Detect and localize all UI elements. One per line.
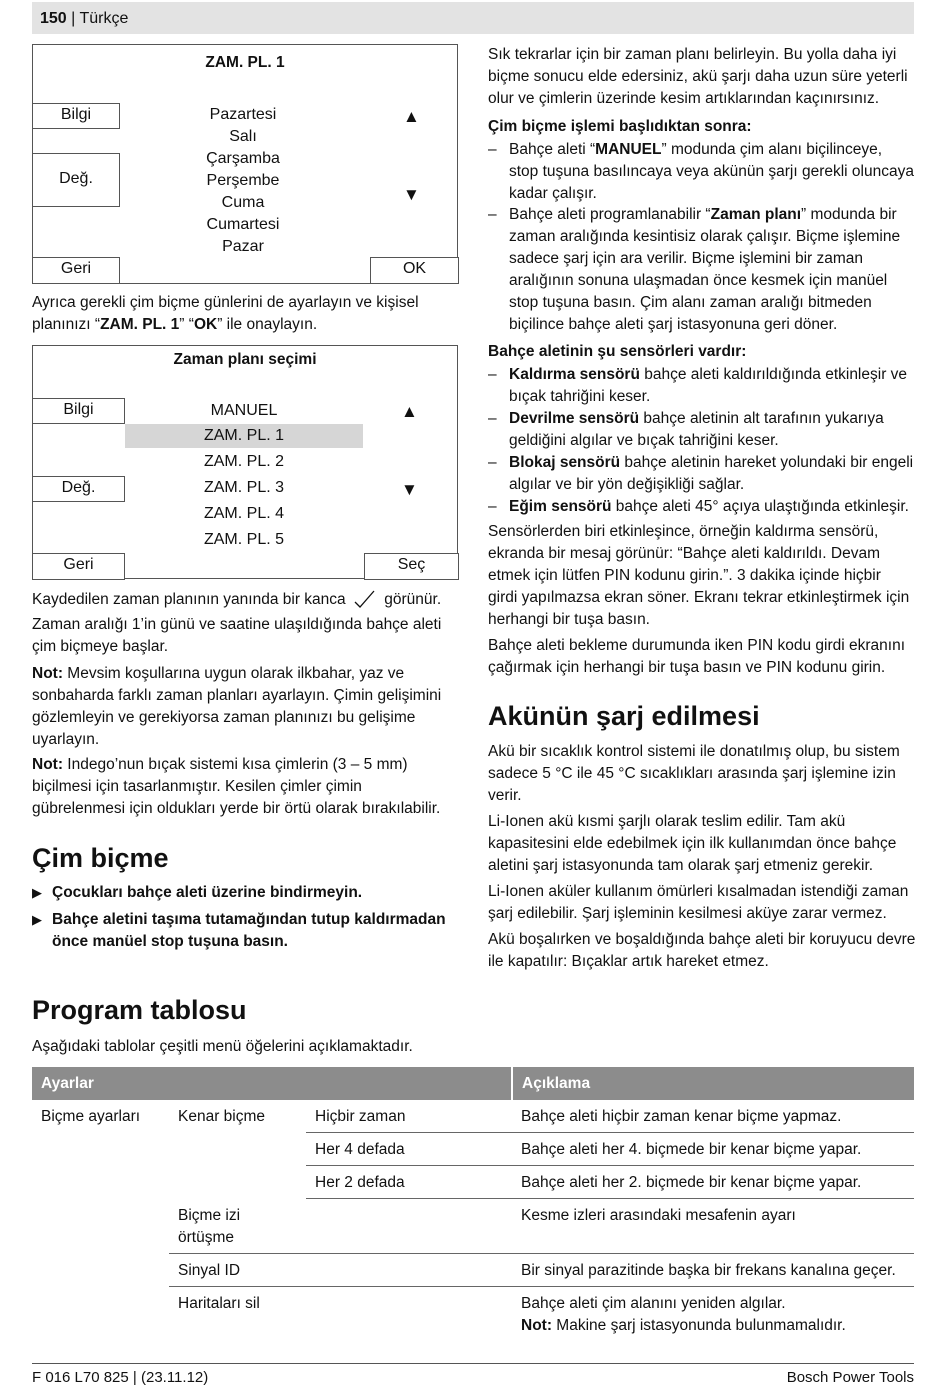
confirm-plan-paragraph: Ayrıca gerekli çim biçme günlerini de ayarlayın ve kişisel planınızı “ZAM. PL. 1” “OK” ile onaylayın. [32, 294, 419, 333]
section-heading-program-table: Program tablosu [32, 995, 247, 1025]
page-header: 150 | Türkçe [40, 10, 129, 27]
arrow-up-icon[interactable]: ▲ [401, 402, 418, 421]
range-paragraph: Zaman aralığı 1’in günü ve saatine ulaşıldığında bahçe aleti çim biçmeye başlar. [32, 616, 442, 655]
arrow-down-icon[interactable]: ▼ [403, 185, 420, 204]
after-start-heading: Çim biçme işlemi başlıdıktan sonra: [488, 118, 752, 135]
day-item: Perşembe [206, 172, 280, 189]
day-item: Cuma [221, 194, 265, 211]
day-item: Çarşamba [206, 150, 280, 167]
screen-title: ZAM. PL. 1 [205, 54, 285, 71]
display-screen-schedule-1 [32, 44, 458, 284]
footer-divider [32, 1363, 914, 1364]
column-header-settings: Ayarlar [32, 1067, 512, 1100]
checkmark-icon [352, 589, 378, 609]
bullet-triangle-icon: ▶ [32, 885, 42, 900]
language-label: Türkçe [79, 10, 129, 27]
plan-option[interactable]: ZAM. PL. 2 [203, 453, 285, 470]
charge-temperature-paragraph: Akü bir sıcaklık kontrol sistemi ile donatılmış olup, bu sistem sadece 5 °C ile 45 °C sıcaklıkları arasında şarj işlemine izin verir. [488, 743, 900, 804]
footer-document-id: F 016 L70 825 | (23.11.12) [32, 1369, 209, 1386]
table-row: Her 4 defada Bahçe aleti her 4. biçmede bir kenar biçme yapar. [32, 1133, 914, 1166]
plan-option[interactable]: MANUEL [210, 402, 278, 419]
charge-anytime-paragraph: Li-Ionen aküler kullanım ömürleri kısalmadan istendiği zaman şarj edilebilir. Şarj işleminin kesilmesi aküye zarar vermez. [488, 883, 909, 922]
display-screen-plan-selection [32, 345, 458, 579]
table-row: Biçme izi örtüşme Kesme izleri arasındaki mesafenin ayarı [32, 1199, 914, 1254]
warning-bullet: ▶ Çocukları bahçe aleti üzerine bindirmeyin. [32, 882, 472, 904]
day-item: Pazar [222, 238, 264, 255]
plan-option[interactable]: ZAM. PL. 5 [203, 531, 285, 548]
screen-title: Zaman planı seçimi [173, 351, 317, 368]
section-heading-charging: Akünün şarj edilmesi [488, 701, 760, 731]
program-table-intro: Aşağıdaki tablolar çeşitli menü öğelerini açıklamaktadır. [32, 1038, 413, 1055]
info-button[interactable]: Bilgi [32, 103, 120, 129]
sensor-message-paragraph: Sensörlerden biri etkinleşince, örneğin kaldırma sensörü, ekranda bir mesaj görünür: “Bahçe aleti kaldırıldı. Devam etmek için lütfen PIN kodunu girin.”. 3 dakika içinde hiçbir girdi yapılmazsa ekran söner. Ekranı tekrar etkinleştirmek için herhangi bir tuşa basın. [488, 523, 910, 628]
day-item: Pazartesi [209, 106, 277, 123]
back-button[interactable]: Geri [32, 257, 120, 284]
charge-delivery-paragraph: Li-Ionen akü kısmi şarjlı olarak teslim edilir. Tam akü kapasitesini elde edebilmek için ilk kullanımdan önce bahçe aletini şarj istasyonunda tam olarak şarj etmeniz gerekir. [488, 813, 897, 874]
column-header-description: Açıklama [512, 1067, 914, 1100]
info-button[interactable]: Bilgi [32, 398, 125, 424]
note-blade-paragraph: Not: Indego’nun bıçak sistemi kısa çimlerin (3 – 5 mm) biçilmesi için tasarlanmıştır. Kesilen çimler çimin gübrelenmesi için oldukları yerde bir örtü olarak bırakılabilir. [32, 756, 441, 817]
dash-item-manual: – Bahçe aleti “MANUEL” modunda çim alanı biçilinceye, stop tuşuna basılıncaya veya akünün şarjı gerekli oluncaya kadar çalışır. [488, 141, 914, 202]
table-header-row [32, 1067, 914, 1100]
plan-option[interactable]: ZAM. PL. 4 [203, 505, 285, 522]
plan-option-selected[interactable]: ZAM. PL. 1 [125, 424, 363, 448]
change-button[interactable]: Değ. [32, 153, 120, 207]
warning-bullet: ▶ Bahçe aletini taşıma tutamağından tutup kaldırmadan önce manüel stop tuşuna basın. [32, 911, 446, 950]
dash-item-slope-sensor: – Eğim sensörü bahçe aleti 45° açıya ulaştığında etkinleşir. [488, 498, 909, 515]
dash-item-lift-sensor: – Kaldırma sensörü bahçe aleti kaldırıldığında etkinleşir ve bıçak tahriğini keser. [488, 366, 908, 405]
bullet-triangle-icon: ▶ [32, 912, 42, 927]
select-button[interactable]: Seç [364, 553, 459, 580]
sensors-heading: Bahçe aletinin şu sensörleri vardır: [488, 343, 747, 360]
section-heading-mowing: Çim biçme [32, 843, 169, 873]
table-row: Sinyal ID Bir sinyal parazitinde başka bir frekans kanalına geçer. [32, 1253, 914, 1286]
day-item: Cumartesi [206, 216, 280, 233]
table-row: Haritaları sil Bahçe aleti çim alanını yeniden algılar. Not: Makine şarj istasyonunda bulunmamalıdır. [178, 1294, 846, 1334]
dash-item-tilt-sensor: – Devrilme sensörü bahçe aletinin alt tarafının yukarıya geldiğini algılar ve bıçak tahriğini keser. [488, 410, 884, 449]
charge-protection-paragraph: Akü boşalırken ve boşaldığında bahçe aleti bir koruyucu devre ile kapatılır: Bıçaklar artık hareket etmez. [488, 931, 916, 970]
table-row: Her 2 defada Bahçe aleti her 2. biçmede bir kenar biçme yapar. [32, 1166, 914, 1199]
plan-option[interactable]: ZAM. PL. 3 [203, 479, 285, 496]
day-item: Salı [229, 128, 257, 145]
arrow-up-icon[interactable]: ▲ [403, 107, 420, 126]
note-seasons-paragraph: Not: Mevsim koşullarına uygun olarak ilkbahar, yaz ve sonbaharda farklı zaman planları ayarlayın. Çimin gelişimini gözlemleyin ve gerekiyorsa zaman planınızı bu gelişime uyarlayın. [32, 665, 442, 748]
intro-paragraph: Sık tekrarlar için bir zaman planı belirleyin. Bu yolla daha iyi biçme sonucu elde edersiniz, akü şarjı daha uzun süre yeterli olur ve çimlerin üzerinde kesim artıklarından kaçınırsınız. [488, 46, 908, 107]
back-button[interactable]: Geri [32, 553, 125, 580]
saved-plan-paragraph: Kaydedilen zaman planının yanında bir kanca görünür. [32, 591, 442, 608]
dash-item-block-sensor: – Blokaj sensörü bahçe aletinin hareket yolundaki bir engeli algılar ve bir yön değişikliği sağlar. [488, 454, 914, 493]
program-table [32, 1067, 914, 1341]
ok-button[interactable]: OK [370, 257, 459, 284]
page-header-bar [32, 2, 914, 34]
standby-paragraph: Bahçe aleti bekleme durumunda iken PIN kodu girdi ekranını çağırmak için herhangi bir tuşa basın ve PIN kodunu girin. [488, 637, 906, 676]
table-row: Biçme ayarları Kenar biçme Hiçbir zaman Bahçe aleti hiçbir zaman kenar biçme yapmaz. [32, 1100, 914, 1133]
dash-item-schedule: – Bahçe aleti programlanabilir “Zaman planı” modunda bir zaman aralığında kesintisiz olarak çalışır. Biçme işlemine sadece şarj için ara verilir. Biçme işlemini bir zaman aralığının sonuna ulaşmadan önce kesmek için manüel stop tuşuna basın. Çim alanı zaman aralığı bitmeden biçilince bahçe aleti şarj istasyonuna geri döner. [488, 206, 901, 333]
page-number: 150 [40, 10, 67, 27]
change-button[interactable]: Değ. [32, 476, 125, 502]
footer-brand: Bosch Power Tools [786, 1369, 914, 1386]
arrow-down-icon[interactable]: ▼ [401, 480, 418, 499]
